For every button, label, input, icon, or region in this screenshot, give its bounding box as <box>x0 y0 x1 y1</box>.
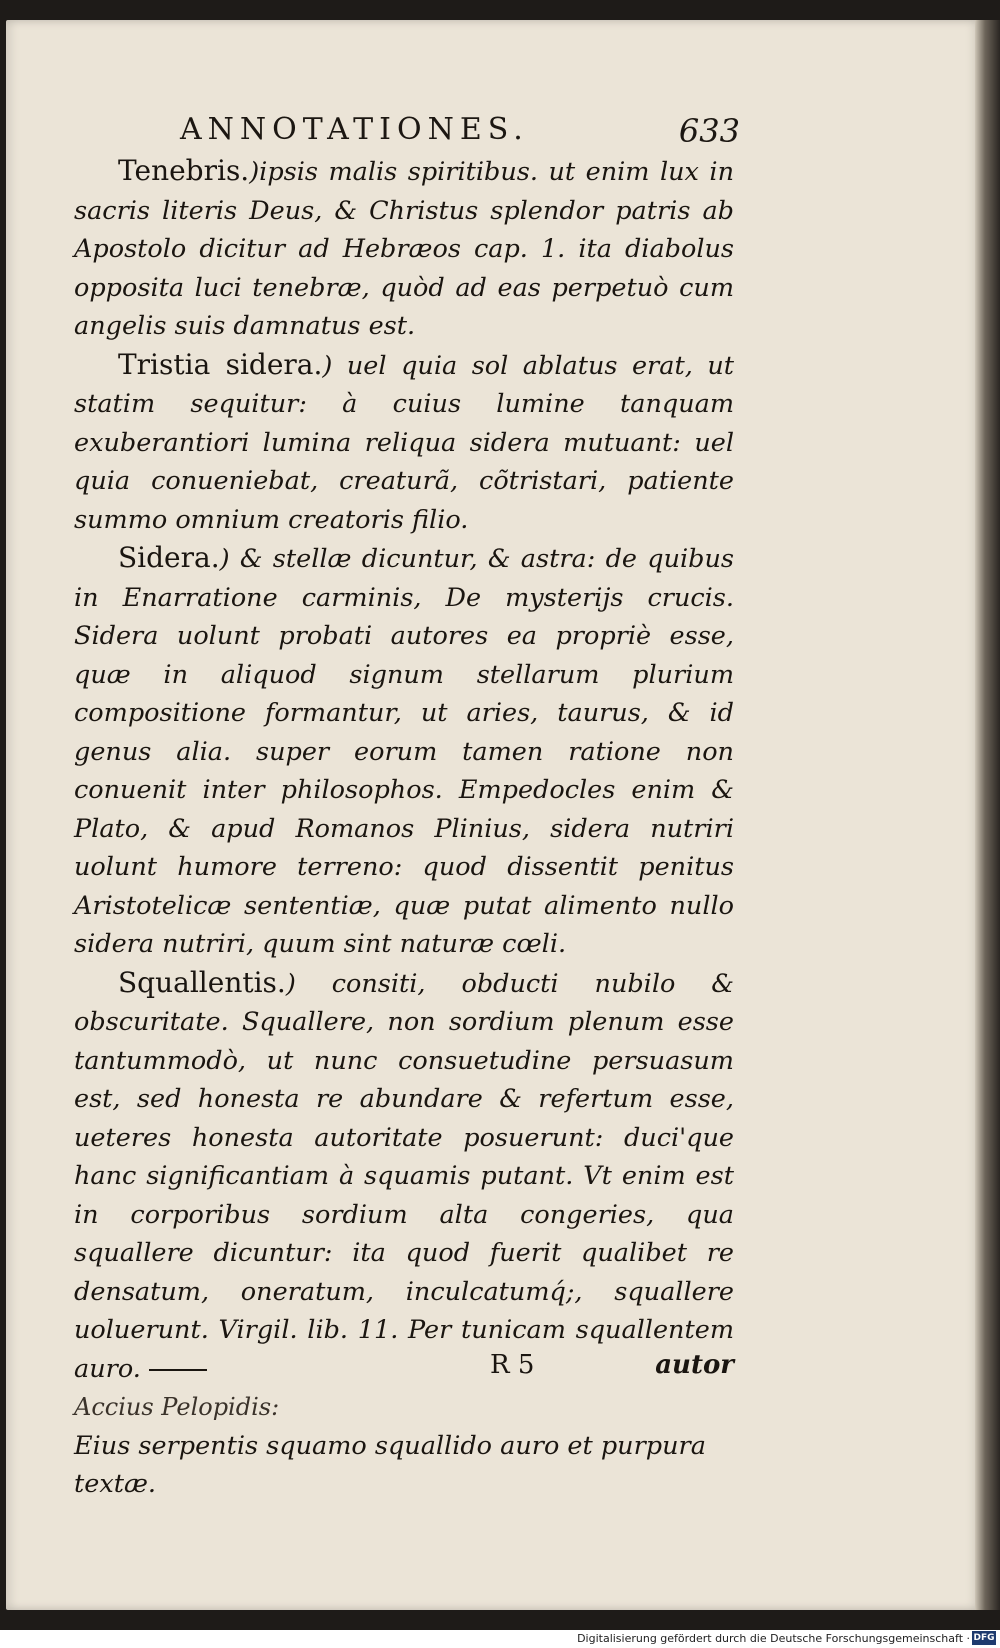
paragraph-text: ) uel quia sol ablatus erat, ut statim sequitur: à cuius lumine tanquam exuberantiori lumina reliqua sidera mutuant: uel quia conueniebat, creaturã, cõtristari, patiente summo omnium creatoris filio. <box>74 350 734 535</box>
paragraph-text: ) consiti, obducti nubilo & obscuritate. Squallere, non sordium plenum esse tantummodò, ut nunc consuetudine persuasum est, sed honesta re abundare & refertum esse, ueteres honesta autoritate posuerunt: duci'que hanc significantiam à squamis putant. Vt enim est in corporibus sordium alta congeries, qua squallere dicuntur: ita quod fuerit qualibet re densatum, oneratum, inculcatumq́;, squallere uoluerunt. Virgil. lib. 11. Per tunicam squallentem auro. <box>74 968 734 1384</box>
lemma: Tenebris. <box>118 154 250 187</box>
page-edge <box>975 20 1000 1610</box>
lemma: Sidera. <box>118 541 220 574</box>
catchword: autor <box>655 1350 734 1380</box>
running-head-title: ANNOTATIONES. <box>180 112 529 147</box>
paragraph-text: )ipsis malis spiritibus. ut enim lux in sacris literis Deus, & Christus splendor patris ab Apostolo dicitur ad Hebræos cap. 1. ita diabolus opposita luci tenebræ, quòd ad eas perpetuò cum angelis suis damnatus est. <box>74 157 734 341</box>
main-text <box>74 152 734 1504</box>
quote-label: Accius Pelopidis: <box>74 1393 280 1421</box>
quote-verse: Eius serpentis squamo squallido auro et purpura textæ. <box>74 1430 706 1499</box>
footer-credit: Digitalisierung gefördert durch die Deutsche Forschungsgemeinschaft · <box>577 1632 970 1645</box>
paragraph-text: ) & stellæ dicuntur, & astra: de quibus in Enarratione carminis, De mysterijs crucis. Sidera uolunt probati autores ea propriè esse, quæ in aliquod signum stellarum plurium compositione formantur, ut aries, taurus, & id genus alia. super eorum tamen ratione non conuenit inter philosophos. Empedocles enim & Plato, & apud Romanos Plinius, sidera nutriri uolunt humore terreno: quod dissentit penitus Aristotelicæ sententiæ, quæ putat alimento nullo sidera nutriri, quum sint naturæ cœli. <box>74 544 734 959</box>
paragraph-squallentis <box>74 964 734 1389</box>
lemma: Squallentis. <box>118 965 286 999</box>
catch-line <box>490 1350 734 1390</box>
paragraph-tristia-sidera <box>74 346 734 540</box>
paragraph-sidera <box>74 539 734 964</box>
paragraph-tenebris <box>74 152 734 346</box>
em-dash-rule <box>149 1369 207 1371</box>
lemma: Tristia sidera. <box>118 347 323 381</box>
signature-mark: R 5 <box>490 1350 535 1380</box>
page-number: 633 <box>678 112 740 150</box>
dfg-logo-icon: DFG <box>973 1633 995 1643</box>
